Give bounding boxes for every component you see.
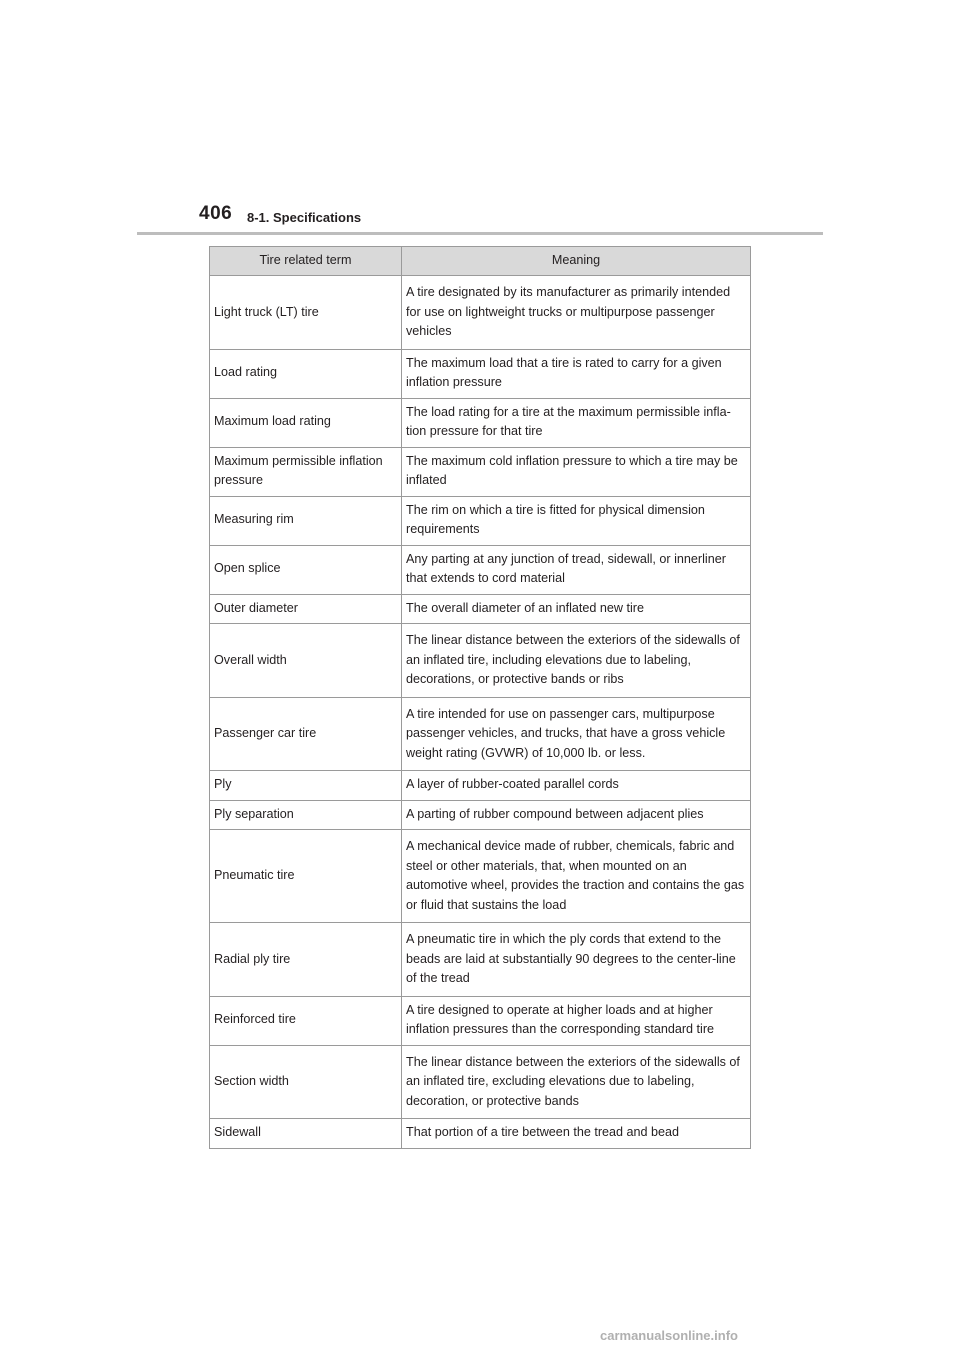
meaning-cell: A tire designated by its manufacturer as primarily intended for use on lightweight trucks or multipurpose passenger vehicles	[402, 276, 751, 350]
meaning-cell: Any parting at any junction of tread, sidewall, or innerliner that extends to cord material	[402, 545, 751, 594]
table-row	[210, 1045, 751, 1119]
term-cell: Section width	[210, 1045, 402, 1119]
table-row	[210, 1119, 751, 1149]
table-row	[210, 276, 751, 350]
meaning-cell: The overall diameter of an inflated new tire	[402, 594, 751, 624]
term-cell: Reinforced tire	[210, 996, 402, 1045]
table-row	[210, 496, 751, 545]
meaning-cell: A tire intended for use on passenger cars, multipurpose passenger vehicles, and trucks, that have a gross vehicle weight rating (GVWR) of 10,000 lb. or less.	[402, 697, 751, 771]
meaning-cell: A pneumatic tire in which the ply cords that extend to the beads are laid at substantially 90 degrees to the center-line of the tread	[402, 923, 751, 997]
watermark: carmanualsonline.info	[600, 1328, 738, 1343]
meaning-cell: The linear distance between the exteriors of the sidewalls of an inflated tire, excluding elevations due to labeling, decoration, or protective bands	[402, 1045, 751, 1119]
meaning-cell: The linear distance between the exteriors of the sidewalls of an inflated tire, including elevations due to labeling, decorations, or protective bands or ribs	[402, 624, 751, 698]
term-cell: Overall width	[210, 624, 402, 698]
meaning-cell: A tire designed to operate at higher loads and at higher inflation pressures than the corresponding standard tire	[402, 996, 751, 1045]
table-row	[210, 545, 751, 594]
term-cell: Maximum permissible inflation pressure	[210, 447, 402, 496]
table-row	[210, 697, 751, 771]
meaning-cell: A mechanical device made of rubber, chemicals, fabric and steel or other materials, that, when mounted on an automotive wheel, provides the traction and contains the gas or fluid that sustains the load	[402, 830, 751, 923]
meaning-cell: A parting of rubber compound between adjacent plies	[402, 800, 751, 830]
meaning-cell: The maximum cold inflation pressure to which a tire may be inflated	[402, 447, 751, 496]
term-cell: Light truck (LT) tire	[210, 276, 402, 350]
term-cell: Sidewall	[210, 1119, 402, 1149]
term-cell: Open splice	[210, 545, 402, 594]
column-header-meaning: Meaning	[402, 247, 751, 276]
term-cell: Ply separation	[210, 800, 402, 830]
term-cell: Measuring rim	[210, 496, 402, 545]
term-cell: Ply	[210, 771, 402, 801]
term-cell: Radial ply tire	[210, 923, 402, 997]
term-cell: Pneumatic tire	[210, 830, 402, 923]
term-cell: Load rating	[210, 349, 402, 398]
meaning-cell: That portion of a tire between the tread and bead	[402, 1119, 751, 1149]
term-cell: Passenger car tire	[210, 697, 402, 771]
page-header	[0, 0, 960, 236]
table-row	[210, 771, 751, 801]
table-row	[210, 923, 751, 997]
column-header-term: Tire related term	[210, 247, 402, 276]
table-row	[210, 349, 751, 398]
section-title: 8-1. Specifications	[247, 210, 362, 225]
term-cell: Maximum load rating	[210, 398, 402, 447]
table-header-row	[210, 247, 751, 276]
table-row	[210, 996, 751, 1045]
table-row	[210, 447, 751, 496]
table-row	[210, 830, 751, 923]
page-number: 406	[199, 203, 233, 224]
meaning-cell: The rim on which a tire is fitted for physical dimension requirements	[402, 496, 751, 545]
table-row	[210, 800, 751, 830]
table-row	[210, 398, 751, 447]
header-divider	[137, 232, 823, 235]
term-cell: Outer diameter	[210, 594, 402, 624]
meaning-cell: The load rating for a tire at the maximum permissible infla-tion pressure for that tire	[402, 398, 751, 447]
table-row	[210, 624, 751, 698]
table-row	[210, 594, 751, 624]
meaning-cell: The maximum load that a tire is rated to carry for a given inflation pressure	[402, 349, 751, 398]
tire-terms-table	[209, 246, 751, 1149]
meaning-cell: A layer of rubber-coated parallel cords	[402, 771, 751, 801]
